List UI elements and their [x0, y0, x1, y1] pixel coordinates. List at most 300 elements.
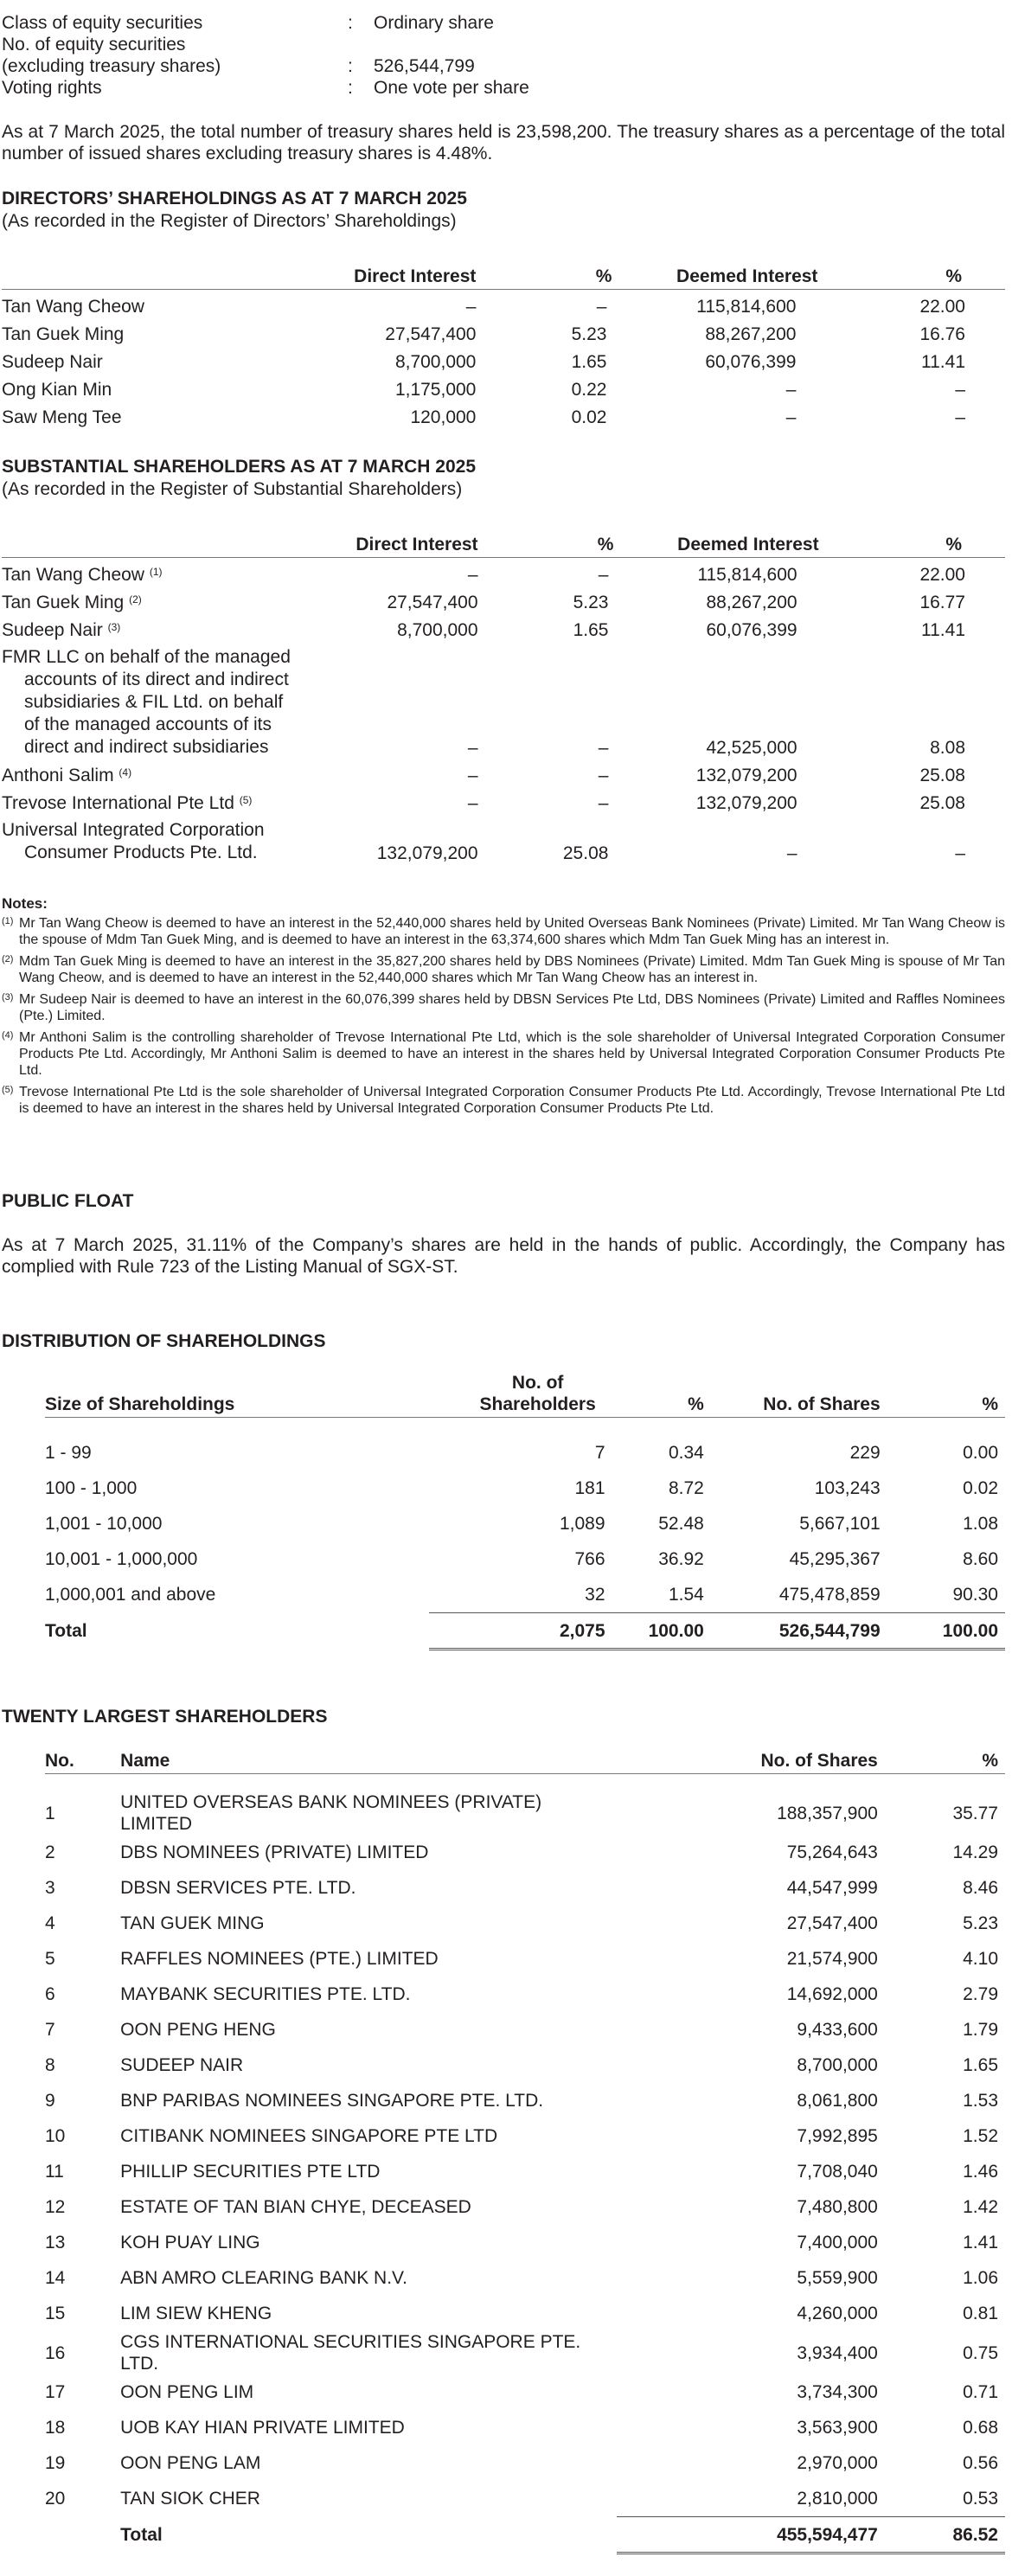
- shares-count: 27,547,400: [786, 1913, 878, 1933]
- header-deemed-pct: %: [819, 529, 1005, 558]
- shares-pct: 90.30: [952, 1585, 998, 1605]
- header-pct1: %: [612, 1372, 709, 1418]
- shares-count: 7,992,895: [797, 2126, 878, 2146]
- holders-count: 181: [574, 1478, 605, 1498]
- direct-interest: –: [467, 738, 478, 758]
- table-row: [2, 586, 1005, 613]
- total-label: Total: [120, 2525, 163, 2545]
- table-row: [45, 1577, 1005, 1613]
- deemed-interest: 60,076,399: [705, 352, 797, 372]
- shares-pct: 5.23: [963, 1913, 998, 1933]
- shareholder-name-line: Universal Integrated Corporation: [2, 820, 265, 840]
- rank-number: 9: [45, 2091, 55, 2111]
- shareholder-name: DBS NOMINEES (PRIVATE) LIMITED: [120, 1842, 429, 1862]
- directors-subtitle: (As recorded in the Register of Directors’ Shareholdings): [2, 211, 457, 231]
- shareholder-name-text: Tan Guek Ming: [2, 324, 125, 344]
- shares-pct: 0.53: [963, 2489, 998, 2509]
- share-info-row: [2, 12, 1005, 34]
- shares-pct: 0.02: [963, 1478, 998, 1498]
- rank-number: 6: [45, 1984, 55, 2004]
- direct-interest: –: [467, 793, 478, 813]
- rank-number: 20: [45, 2489, 66, 2509]
- directors-title: DIRECTORS’ SHAREHOLDINGS AS AT 7 MARCH 2025: [2, 189, 467, 208]
- shares-count: 7,480,800: [797, 2197, 878, 2217]
- shares-count: 2,810,000: [797, 2489, 878, 2509]
- spacer-row: [45, 1774, 1005, 1792]
- header-deemed-interest: Deemed Interest: [613, 529, 818, 558]
- direct-pct: 0.22: [571, 380, 607, 400]
- shareholder-name-text: Sudeep Nair: [2, 620, 103, 640]
- rank-number: 14: [45, 2268, 66, 2288]
- footnote-ref: (1): [149, 566, 163, 578]
- rank-number: 11: [45, 2162, 64, 2182]
- shares-pct: 1.06: [963, 2268, 998, 2288]
- shareholder-name-text: Tan Wang Cheow: [2, 565, 144, 585]
- size-range: 1,001 - 10,000: [45, 1514, 163, 1534]
- direct-pct: 25.08: [562, 843, 609, 863]
- note-text: Mr Anthoni Salim is the controlling shareholder of Trevose International Pte Ltd, which is the sole shareholder of Universal Integrated Corporation Consumer Products Pte Ltd. Accordingly, Mr Anthoni Salim is deemed to have an interest in the shares held by Universal Integrated Corporation Consumer Products Pte Ltd.: [19, 1030, 1005, 1078]
- rank-number: 8: [45, 2055, 55, 2075]
- deemed-pct: 25.08: [919, 793, 965, 813]
- direct-interest: 8,700,000: [394, 352, 477, 372]
- table-row: [45, 2296, 1005, 2331]
- note-text: Trevose International Pte Ltd is the sole shareholder of Universal Integrated Corporation Consumer Products Pte Ltd. Accordingly, Trevose International Pte Ltd is deemed to have an interest in the shares held by Universal Integrated Corporation Consumer Products Pte Ltd.: [19, 1085, 1005, 1116]
- shares-pct: 0.81: [963, 2304, 998, 2323]
- note-item: [2, 915, 1005, 948]
- header-direct-interest: Direct Interest: [345, 261, 477, 290]
- shares-count: 9,433,600: [797, 2020, 878, 2040]
- table-row: [45, 1941, 1005, 1977]
- note-number: (3): [2, 992, 14, 1003]
- rank-number: 16: [45, 2342, 66, 2363]
- shares-count: 5,667,101: [799, 1514, 881, 1534]
- shareholder-name: ESTATE OF TAN BIAN CHYE, DECEASED: [120, 2197, 471, 2217]
- rank-number: 7: [45, 2020, 55, 2040]
- direct-pct: 1.65: [571, 352, 607, 372]
- shareholder-name: RAFFLES NOMINEES (PTE.) LIMITED: [120, 1949, 439, 1969]
- total-holders-pct: 100.00: [612, 1613, 709, 1650]
- shares-count: 229: [849, 1443, 881, 1463]
- shareholder-name: [2, 317, 345, 345]
- size-range: 1,000,001 and above: [45, 1585, 216, 1605]
- shareholder-name: CGS INTERNATIONAL SECURITIES SINGAPORE PTE. LTD.: [120, 2332, 581, 2374]
- shares-pct: 14.29: [952, 1842, 998, 1862]
- share-info-colon: :: [348, 13, 353, 33]
- table-row: [45, 2374, 1005, 2410]
- public-float-paragraph: As at 7 March 2025, 31.11% of the Company’s shares are held in the hands of public. Accordingly, the Company has complied with Rule 723 of the Listing Manual of SGX-ST.: [2, 1235, 1005, 1277]
- shares-pct: 0.56: [963, 2453, 998, 2473]
- header-deemed-interest: Deemed Interest: [612, 261, 817, 290]
- header-holders-line2: Shareholders: [479, 1394, 596, 1414]
- shareholder-name: [2, 345, 345, 373]
- shareholder-name: [2, 558, 346, 586]
- table-row: [45, 1870, 1005, 1906]
- direct-pct: 5.23: [571, 324, 607, 344]
- footnote-ref: (2): [129, 593, 142, 606]
- shares-pct: 0.75: [963, 2342, 998, 2363]
- table-header-row: [2, 529, 1005, 558]
- header-no: No.: [45, 1747, 120, 1774]
- table-row: [45, 1906, 1005, 1941]
- shareholder-name: PHILLIP SECURITIES PTE LTD: [120, 2162, 381, 2182]
- share-info-colon: :: [348, 56, 353, 76]
- total-shares: 526,544,799: [709, 1613, 906, 1650]
- shares-pct: 1.42: [963, 2197, 998, 2217]
- direct-interest: 27,547,400: [387, 593, 478, 612]
- shareholder-name: TAN SIOK CHER: [120, 2489, 260, 2509]
- header-holders: [429, 1372, 612, 1418]
- total-row: [45, 2517, 1005, 2554]
- spacer-row: [45, 1418, 1005, 1436]
- note-item: [2, 1029, 1005, 1079]
- shareholder-name-text: Tan Wang Cheow: [2, 297, 144, 317]
- table-row: [45, 2083, 1005, 2118]
- deemed-interest: 115,814,600: [696, 297, 797, 317]
- table-row: [45, 2331, 1005, 2374]
- table-row: [45, 2154, 1005, 2189]
- share-info-colon: :: [348, 78, 353, 98]
- total-pct: 86.52: [904, 2517, 1005, 2554]
- header-holders-line1: No. of: [511, 1373, 564, 1393]
- share-info-label: Voting rights: [2, 78, 102, 98]
- share-info-block: [2, 12, 1005, 99]
- holders-pct: 52.48: [658, 1514, 704, 1534]
- deemed-pct: –: [955, 843, 965, 863]
- shareholder-name-line: Consumer Products Pte. Ltd.: [24, 843, 258, 862]
- share-info-label: No. of equity securities: [2, 35, 186, 54]
- footnote-ref: (4): [118, 766, 132, 779]
- shareholder-name: [2, 586, 346, 613]
- total-holders: 2,075: [429, 1613, 612, 1650]
- header-direct-pct: %: [478, 529, 614, 558]
- shares-count: 44,547,999: [786, 1878, 878, 1898]
- total-spacer: [45, 2517, 120, 2554]
- spacer-cell: [45, 1774, 1005, 1792]
- footnote-ref: (5): [239, 794, 253, 806]
- table-row: [45, 1541, 1005, 1577]
- header-pct: %: [904, 1747, 1005, 1774]
- table-row: [2, 613, 1005, 641]
- shares-pct: 1.46: [963, 2162, 998, 2182]
- shareholder-name-text: Trevose International Pte Ltd: [2, 793, 234, 813]
- holders-count: 1,089: [559, 1514, 605, 1534]
- shareholder-name-text: Anthoni Salim: [2, 766, 114, 785]
- shareholder-name: UOB KAY HIAN PRIVATE LIMITED: [120, 2418, 405, 2438]
- shareholder-name: OON PENG LIM: [120, 2382, 254, 2402]
- header-deemed-pct: %: [817, 261, 1005, 290]
- holders-pct: 36.92: [658, 1549, 704, 1569]
- note-number: (5): [2, 1085, 14, 1095]
- rank-number: 10: [45, 2126, 66, 2146]
- table-header-row: [2, 261, 1005, 290]
- table-row: [45, 2012, 1005, 2047]
- rank-number: 12: [45, 2197, 66, 2217]
- header-name: [2, 529, 346, 558]
- deemed-pct: 11.41: [921, 620, 965, 640]
- shares-pct: 1.41: [963, 2233, 998, 2252]
- direct-pct: 5.23: [573, 593, 609, 612]
- holders-pct: 0.34: [668, 1443, 704, 1463]
- holders-count: 766: [574, 1549, 605, 1569]
- total-label: Total: [45, 1621, 87, 1641]
- distribution-title: DISTRIBUTION OF SHAREHOLDINGS: [2, 1331, 326, 1351]
- shareholder-name-text: Saw Meng Tee: [2, 407, 122, 427]
- shares-count: 4,260,000: [797, 2304, 878, 2323]
- shareholder-name: [2, 641, 346, 759]
- table-row: [45, 2410, 1005, 2445]
- size-range: 100 - 1,000: [45, 1478, 138, 1498]
- shares-pct: 2.79: [963, 1984, 998, 2004]
- shares-pct: 1.79: [963, 2020, 998, 2040]
- shares-count: 8,700,000: [797, 2055, 878, 2075]
- shareholder-name: ABN AMRO CLEARING BANK N.V.: [120, 2268, 407, 2288]
- shares-pct: 1.08: [963, 1514, 998, 1534]
- substantial-table: [2, 529, 1005, 864]
- table-row: [45, 1506, 1005, 1541]
- shareholder-name: [2, 786, 346, 814]
- share-info-value: 526,544,799: [374, 56, 475, 76]
- shares-count: 2,970,000: [797, 2453, 878, 2473]
- table-row: [45, 1435, 1005, 1471]
- table-row: [45, 2225, 1005, 2260]
- spacer-cell: [45, 1418, 1005, 1436]
- share-info-label: (excluding treasury shares): [2, 56, 221, 76]
- header-direct-pct: %: [476, 261, 612, 290]
- shareholder-name-line: FMR LLC on behalf of the managed: [2, 647, 291, 667]
- note-item: [2, 991, 1005, 1024]
- deemed-pct: 11.41: [921, 352, 965, 372]
- table-row: [45, 2260, 1005, 2296]
- table-row: [45, 1977, 1005, 2012]
- table-row: [2, 345, 1005, 373]
- rank-number: 2: [45, 1842, 55, 1862]
- note-text: Mr Sudeep Nair is deemed to have an interest in the 60,076,399 shares held by DBSN Services Pte Ltd, DBS Nominees (Private) Limited and Raffles Nominees (Pte.) Limited.: [19, 992, 1005, 1023]
- note-item: [2, 953, 1005, 986]
- shareholder-name: [2, 290, 345, 318]
- shares-pct: 8.46: [963, 1878, 998, 1898]
- table-row: [2, 786, 1005, 814]
- shares-pct: 0.68: [963, 2418, 998, 2438]
- direct-interest: 8,700,000: [397, 620, 478, 640]
- shares-count: 188,357,900: [777, 1803, 878, 1823]
- shares-count: 7,708,040: [797, 2162, 878, 2182]
- shareholder-name-line: of the managed accounts of its: [24, 714, 272, 734]
- deemed-interest: 115,814,600: [697, 565, 797, 585]
- shares-count: 21,574,900: [786, 1949, 878, 1969]
- deemed-pct: 16.76: [919, 324, 965, 344]
- note-item: [2, 1084, 1005, 1117]
- shares-count: 5,559,900: [797, 2268, 878, 2288]
- direct-interest: –: [467, 766, 478, 785]
- size-range: 10,001 - 1,000,000: [45, 1549, 198, 1569]
- shares-count: 3,934,400: [797, 2342, 878, 2363]
- notes-block: [2, 895, 1005, 1122]
- direct-pct: 1.65: [573, 620, 609, 640]
- direct-pct: –: [598, 793, 609, 813]
- share-info-value: Ordinary share: [374, 13, 494, 33]
- shareholder-name: SUDEEP NAIR: [120, 2055, 244, 2075]
- rank-number: 1: [45, 1803, 55, 1823]
- header-pct2: %: [906, 1372, 1005, 1418]
- direct-pct: 0.02: [571, 407, 607, 427]
- table-row: [2, 290, 1005, 318]
- shares-count: 475,478,859: [778, 1585, 881, 1605]
- shares-pct: 0.00: [963, 1443, 998, 1463]
- shareholder-name: [2, 814, 346, 864]
- share-info-row: [2, 55, 1005, 77]
- size-range: 1 - 99: [45, 1443, 92, 1463]
- table-row: [2, 373, 1005, 400]
- deemed-interest: 132,079,200: [695, 793, 797, 813]
- direct-interest: 1,175,000: [394, 380, 477, 400]
- treasury-paragraph: As at 7 March 2025, the total number of treasury shares held is 23,598,200. The treasury shares as a percentage of the total number of issued shares excluding treasury shares is 4.48%.: [2, 122, 1005, 163]
- substantial-subtitle: (As recorded in the Register of Substantial Shareholders): [2, 479, 463, 499]
- shareholder-name: KOH PUAY LING: [120, 2233, 260, 2252]
- deemed-interest: 88,267,200: [706, 593, 797, 612]
- share-info-row: [2, 34, 1005, 55]
- shareholder-name-text: Sudeep Nair: [2, 352, 103, 372]
- footnote-ref: (3): [107, 621, 121, 633]
- shares-count: 14,692,000: [786, 1984, 878, 2004]
- rank-number: 5: [45, 1949, 55, 1969]
- holders-count: 32: [585, 1585, 605, 1605]
- deemed-interest: 42,525,000: [706, 738, 797, 758]
- directors-table: [2, 261, 1005, 428]
- rank-number: 17: [45, 2382, 66, 2402]
- rank-number: 13: [45, 2233, 66, 2252]
- shareholder-name: OON PENG HENG: [120, 2020, 276, 2040]
- share-info-label: Class of equity securities: [2, 13, 203, 33]
- shares-pct: 1.65: [963, 2055, 998, 2075]
- table-header-row: [45, 1372, 1005, 1418]
- holders-pct: 1.54: [668, 1585, 704, 1605]
- header-direct-interest: Direct Interest: [346, 529, 477, 558]
- shareholder-name: UNITED OVERSEAS BANK NOMINEES (PRIVATE) LIMITED: [120, 1792, 542, 1834]
- direct-interest: –: [467, 565, 478, 585]
- deemed-pct: –: [955, 407, 965, 427]
- shareholder-name-text: Ong Kian Min: [2, 380, 112, 400]
- shares-count: 3,563,900: [797, 2418, 878, 2438]
- note-text: Mr Tan Wang Cheow is deemed to have an interest in the 52,440,000 shares held by United Overseas Bank Nominees (Private) Limited. Mr Tan Wang Cheow is the spouse of Mdm Tan Guek Ming, and is deemed to have an interest in the 63,374,600 shares which Mdm Tan Guek Ming has an interest in.: [19, 916, 1005, 947]
- shareholder-name: CITIBANK NOMINEES SINGAPORE PTE LTD: [120, 2126, 498, 2146]
- holders-count: 7: [594, 1443, 605, 1463]
- table-row: [2, 814, 1005, 864]
- deemed-interest: 132,079,200: [695, 766, 797, 785]
- shares-count: 7,400,000: [797, 2233, 878, 2252]
- rank-number: 3: [45, 1878, 55, 1898]
- shareholder-name: DBSN SERVICES PTE. LTD.: [120, 1878, 356, 1898]
- total-shares: 455,594,477: [617, 2517, 904, 2554]
- direct-pct: –: [596, 297, 607, 317]
- distribution-table: [45, 1372, 1005, 1650]
- table-row: [45, 2189, 1005, 2225]
- shares-count: 3,734,300: [797, 2382, 878, 2402]
- twenty-table: [45, 1747, 1005, 2554]
- holders-pct: 8.72: [668, 1478, 704, 1498]
- rank-number: 4: [45, 1913, 55, 1933]
- shareholder-name: [2, 759, 346, 786]
- direct-pct: –: [598, 766, 609, 785]
- note-number: (4): [2, 1030, 14, 1041]
- rank-number: 18: [45, 2418, 66, 2438]
- deemed-pct: 25.08: [919, 766, 965, 785]
- shareholder-name-text: Tan Guek Ming: [2, 593, 125, 612]
- note-number: (2): [2, 954, 14, 964]
- header-name: [2, 261, 345, 290]
- direct-interest: 27,547,400: [385, 324, 477, 344]
- table-row: [45, 2481, 1005, 2517]
- table-row: [45, 1835, 1005, 1870]
- table-row: [45, 1791, 1005, 1835]
- shareholder-name: [2, 613, 346, 641]
- shares-pct: 1.52: [963, 2126, 998, 2146]
- deemed-pct: 16.77: [919, 593, 965, 612]
- header-shares: No. of Shares: [617, 1747, 904, 1774]
- shares-pct: 4.10: [963, 1949, 998, 1969]
- shares-pct: 0.71: [963, 2382, 998, 2402]
- share-info-value: One vote per share: [374, 78, 529, 98]
- table-row: [2, 759, 1005, 786]
- deemed-interest: –: [785, 407, 797, 427]
- shareholder-name: BNP PARIBAS NOMINEES SINGAPORE PTE. LTD.: [120, 2091, 544, 2111]
- table-row: [2, 400, 1005, 428]
- table-header-row: [45, 1747, 1005, 1774]
- deemed-pct: 22.00: [919, 565, 965, 585]
- shareholder-name: [2, 400, 345, 428]
- shares-count: 75,264,643: [786, 1842, 878, 1862]
- table-row: [2, 558, 1005, 586]
- shareholder-name-line: accounts of its direct and indirect: [24, 670, 289, 689]
- header-name: Name: [120, 1747, 617, 1774]
- total-shares-pct: 100.00: [906, 1613, 1005, 1650]
- note-text: Mdm Tan Guek Ming is deemed to have an interest in the 35,827,200 shares held by DBS Nominees (Private) Limited. Mdm Tan Guek Ming is spouse of Mr Tan Wang Cheow, and is deemed to have an interest in the 52,440,000 shares which Mr Tan Wang Cheow has an interest in.: [19, 954, 1005, 985]
- shareholder-name: LIM SIEW KHENG: [120, 2304, 272, 2323]
- twenty-title: TWENTY LARGEST SHAREHOLDERS: [2, 1707, 328, 1727]
- shares-pct: 35.77: [952, 1803, 998, 1823]
- table-row: [2, 641, 1005, 759]
- total-row: [45, 1613, 1005, 1650]
- deemed-pct: –: [955, 380, 965, 400]
- shareholder-name: MAYBANK SECURITIES PTE. LTD.: [120, 1984, 411, 2004]
- rank-number: 15: [45, 2304, 66, 2323]
- shares-count: 45,295,367: [789, 1549, 881, 1569]
- deemed-interest: 60,076,399: [706, 620, 797, 640]
- deemed-interest: –: [786, 843, 797, 863]
- share-info-row: [2, 77, 1005, 99]
- header-size: Size of Shareholdings: [45, 1372, 429, 1418]
- direct-interest: 120,000: [410, 407, 477, 427]
- direct-pct: –: [598, 565, 609, 585]
- table-row: [45, 2445, 1005, 2481]
- shares-pct: 1.53: [963, 2091, 998, 2111]
- shareholder-name: [2, 373, 345, 400]
- table-row: [2, 317, 1005, 345]
- direct-interest: 132,079,200: [376, 843, 478, 863]
- public-float-title: PUBLIC FLOAT: [2, 1191, 134, 1211]
- rank-number: 19: [45, 2453, 66, 2473]
- direct-interest: –: [465, 297, 477, 317]
- shares-count: 103,243: [814, 1478, 881, 1498]
- shares-count: 8,061,800: [797, 2091, 878, 2111]
- shareholder-name-line: subsidiaries & FIL Ltd. on behalf: [24, 692, 284, 712]
- table-row: [45, 2047, 1005, 2083]
- shareholder-name-line: direct and indirect subsidiaries: [24, 737, 269, 757]
- direct-pct: –: [598, 738, 609, 758]
- shareholder-name: OON PENG LAM: [120, 2453, 261, 2473]
- deemed-pct: 8.08: [930, 738, 965, 758]
- notes-title: Notes:: [2, 895, 48, 912]
- shares-pct: 8.60: [963, 1549, 998, 1569]
